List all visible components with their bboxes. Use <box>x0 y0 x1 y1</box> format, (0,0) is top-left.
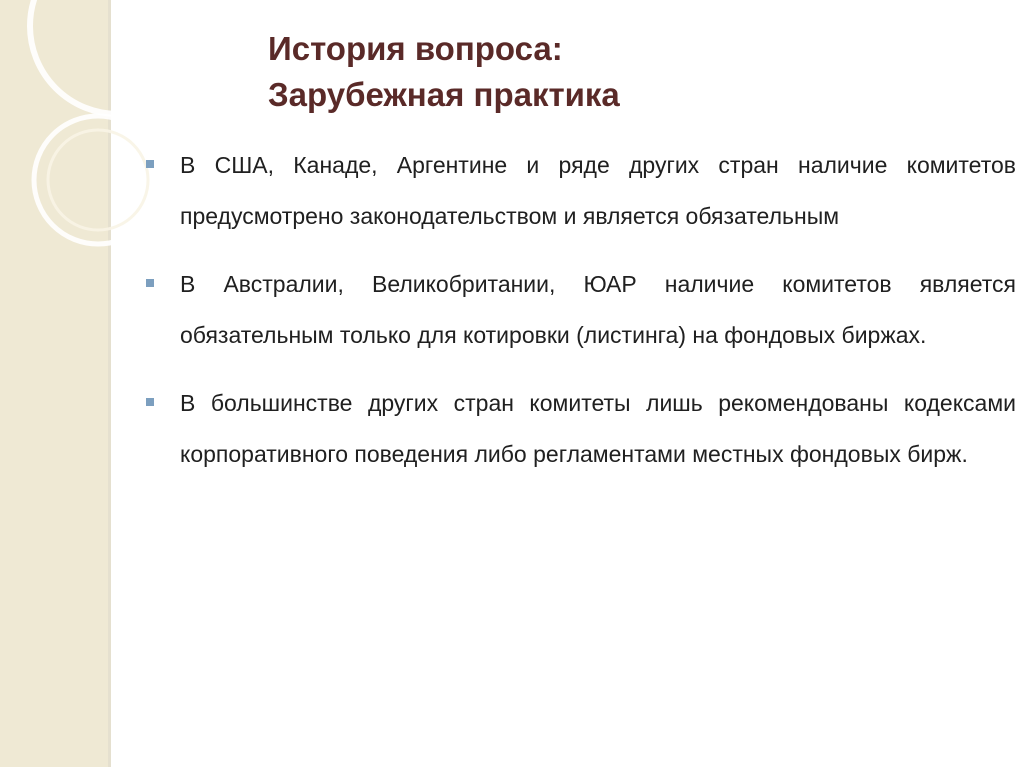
bullet-text: В Австралии, Великобритании, ЮАР наличие комитетов является обязательным только для котировки (листинга) на фондовых биржах. <box>180 271 1016 348</box>
bullet-item-other-countries <box>146 378 1016 480</box>
title-line-2: Зарубежная практика <box>268 76 620 113</box>
title-line-1: История вопроса: <box>268 30 563 67</box>
bullet-square-icon <box>146 279 154 287</box>
bullet-item-usa-canada <box>146 140 1016 242</box>
slide-title <box>268 26 620 118</box>
bullet-item-australia-uk <box>146 259 1016 361</box>
bullet-square-icon <box>146 398 154 406</box>
bullet-square-icon <box>146 160 154 168</box>
bullet-list <box>146 140 1016 497</box>
bullet-text: В США, Канаде, Аргентине и ряде других стран наличие комитетов предусмотрено законодательством и является обязательным <box>180 152 1016 229</box>
bullet-text: В большинстве других стран комитеты лишь рекомендованы кодексами корпоративного поведения либо регламентами местных фондовых бирж. <box>180 390 1016 467</box>
decorative-circles <box>0 0 160 280</box>
